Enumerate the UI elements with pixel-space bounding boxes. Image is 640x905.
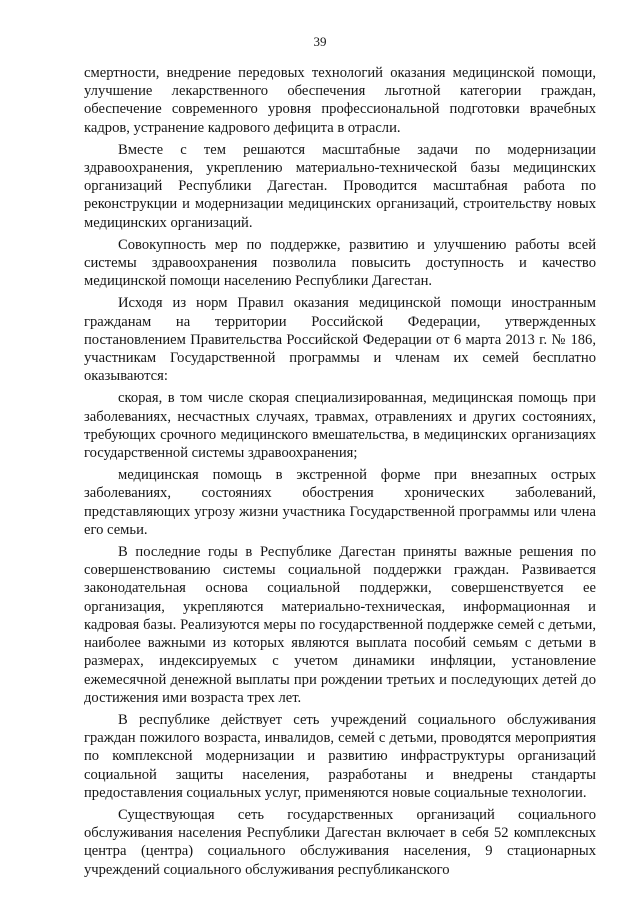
paragraph-emergency-care: скорая, в том числе скорая специализированная, медицинская помощь при заболеваниях, несчастных случаях, травмах, отравлениях и других состояниях, требующих срочного медицинского вмешательства, в медицинских организациях государственной системы здравоохранения; (84, 390, 596, 462)
paragraph-modernization: Вместе с тем решаются масштабные задачи по модернизации здравоохранения, укреплению материально-технической базы медицинских организаций Республики Дагестан. Проводится масштабная работа по реконструкции и модернизации медицинских организаций, строительству новых медицинских организаций. (84, 141, 596, 231)
document-body (84, 64, 596, 883)
paragraph-mortality-continuation: смертности, внедрение передовых технологий оказания медицинской помощи, улучшение лекарственного обеспечения льготной категории граждан, обеспечение современного уровня профессиональной подготовки врачебных кадров, устранение кадрового дефицита в отрасли. (84, 65, 596, 136)
paragraph-social-services-network: В республике действует сеть учреждений социального обслуживания граждан пожилого возраста, инвалидов, семей с детьми, проводятся мероприятия по комплексной модернизации и развитию инфраструктуры организаций социальной защиты населения, разработаны и внедрены стандарты предоставления социальных услуг, применяются новые социальные технологии. (84, 711, 596, 801)
paragraph-healthcare-accessibility: Совокупность мер по поддержке, развитию и улучшению работы всей системы здравоохранения позволила повысить доступность и качество медицинской помощи населению Республики Дагестан. (84, 236, 596, 290)
paragraph-existing-organizations: Существующая сеть государственных организаций социального обслуживания населения Республики Дагестан включает в себя 52 комплексных центра (центра) социального обслуживания населения, 9 стационарных учреждений социального обслуживания республиканского (84, 806, 596, 878)
paragraph-foreign-citizens-rules: Исходя из норм Правил оказания медицинской помощи иностранным гражданам на территории Российской Федерации, утвержденных постановлением Правительства Российской Федерации от 6 марта 2013 г. № 186, участникам Государственной программы и членам их семей бесплатно оказываются: (84, 295, 596, 385)
page-number: 39 (313, 34, 327, 49)
paragraph-social-support: В последние годы в Республике Дагестан приняты важные решения по совершенствованию системы социальной поддержки граждан. Развивается законодательная основа социальной поддержки, совершенствуется ее организация, укрепляются материально-техническая, информационная и кадровая базы. Реализуются меры по государственной поддержке семей с детьми, наиболее важными из которых являются выплата пособий семьям с детьми в размерах, индексируемых с учетом динамики инфляции, установление ежемесячной денежной выплаты при рождении третьих и последующих детей до достижения ими возраста трех лет. (84, 544, 596, 706)
paragraph-urgent-care: медицинская помощь в экстренной форме при внезапных острых заболеваниях, состояниях обострения хронических заболеваний, представляющих угрозу жизни участника Государственной программы или члена его семьи. (84, 467, 596, 538)
